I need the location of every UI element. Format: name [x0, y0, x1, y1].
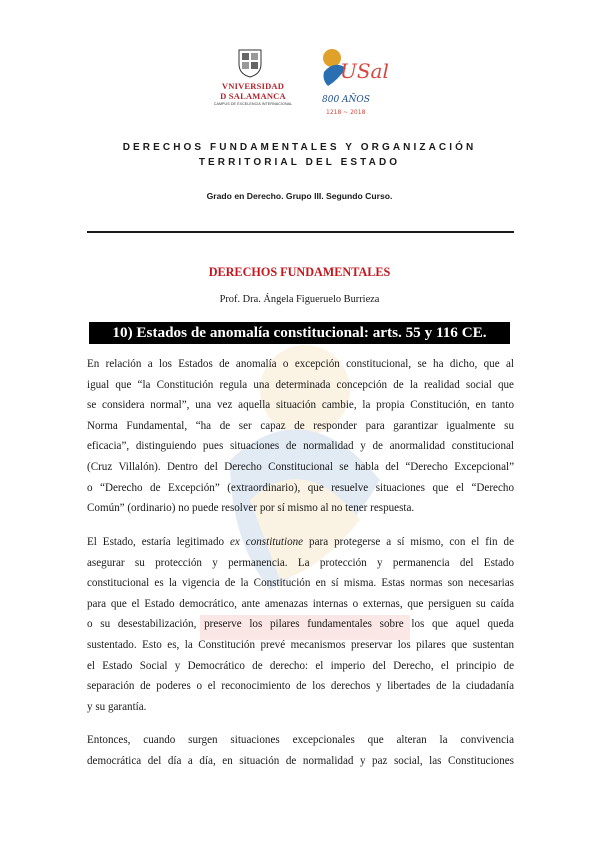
paragraph-line: y su garantía. — [87, 700, 147, 713]
course-title-line2: TERRITORIAL DEL ESTADO — [198, 157, 401, 168]
paragraph-line: constitucional es la vigencia de la Constitución en sí misma. Estas normas son necesarias — [87, 577, 514, 590]
paragraph-1 — [87, 354, 514, 519]
paragraph-line: (Cruz Villalón). Dentro del Derecho Constitucional se habla del “Derecho Excepcional” — [87, 460, 514, 473]
paragraph-line: se considera normal”, una vez aquella situación cambie, la propia Constitución, en tanto — [87, 399, 514, 412]
university-name-line2: D SALAMANCA — [220, 91, 286, 101]
latin-term: ex constitutione — [230, 536, 304, 548]
paragraph-line: sustentado. Esto es, la Constitución prevé mecanismos preservar los pilares que sustentan — [87, 638, 514, 651]
paragraph-line: Entonces, cuando surgen situaciones excepcionales que alteran la convivencia — [87, 734, 514, 746]
paragraph-line: eficacia”, distinguiendo pues situaciones de normalidad y de anormalidad constitucional — [87, 440, 514, 453]
university-campus-line: CAMPUS DE EXCELENCIA INTERNACIONAL — [213, 102, 293, 106]
paragraph-line: Norma Fundamental, “ha de ser capaz de responder para garantizar igualmente su — [87, 419, 514, 432]
paragraph-line: En relación a los Estados de anomalía o excepción constitucional, se ha dicho, que al — [87, 358, 514, 370]
author-line: Prof. Dra. Ángela Figueruelo Burrieza — [219, 294, 380, 305]
paragraph-3 — [87, 730, 514, 771]
anniversary-range: 1218 ~ 2018 — [326, 109, 366, 116]
paragraph-line: el Estado Social y Democrático de derecho: el imperio del Derecho, el principio de — [87, 659, 514, 672]
anniversary-years: 800 AÑOS — [322, 95, 370, 105]
anniversary-brand: USal — [340, 59, 389, 83]
header-divider — [87, 231, 514, 233]
paragraph-line: igual que “la Constitución regula una determinada concepción de la realidad social que — [87, 378, 514, 391]
degree-info: Grado en Derecho. Grupo III. Segundo Curso. — [206, 191, 393, 201]
paragraph-line: El Estado, estaría legitimado ex constitutione para protegerse a sí mismo, con el fin de — [87, 536, 514, 548]
university-crest-icon — [237, 48, 263, 78]
paragraph-line: Común” (ordinario) no puede resolver por sí mismo al no tener respuesta. — [87, 502, 415, 515]
topic-heading: 10) Estados de anomalía constitucional: arts. 55 y 116 CE. — [89, 322, 510, 344]
paragraph-line: para que el Estado democrático, ante amenazas internas o externas, que persiguen su caída — [87, 597, 514, 610]
section-title: DERECHOS FUNDAMENTALES — [208, 265, 391, 279]
paragraph-line: o su desestabilización, preserve los pilares fundamentales sobre los que aquel queda — [87, 618, 514, 631]
anniversary-logo — [318, 46, 389, 118]
paragraph-line: democrática del día a día, en situación de normalidad y paz social, las Constituciones — [87, 754, 514, 767]
paragraph-line: o “Derecho de Excepción” (extraordinario), que resuelve situaciones que el “Derecho — [87, 481, 514, 494]
paragraph-line: asegurar su protección y permanencia. La protección y permanencia del Estado — [87, 556, 514, 569]
course-title-line1: DERECHOS FUNDAMENTALES Y ORGANIZACIÓN — [122, 142, 477, 153]
university-name-line1: VNIVERSIDAD — [221, 81, 285, 91]
paragraph-2 — [87, 532, 514, 717]
paragraph-line: separación de poderes o el reconocimiento de los derechos y libertades de la ciudadanía — [87, 680, 514, 693]
